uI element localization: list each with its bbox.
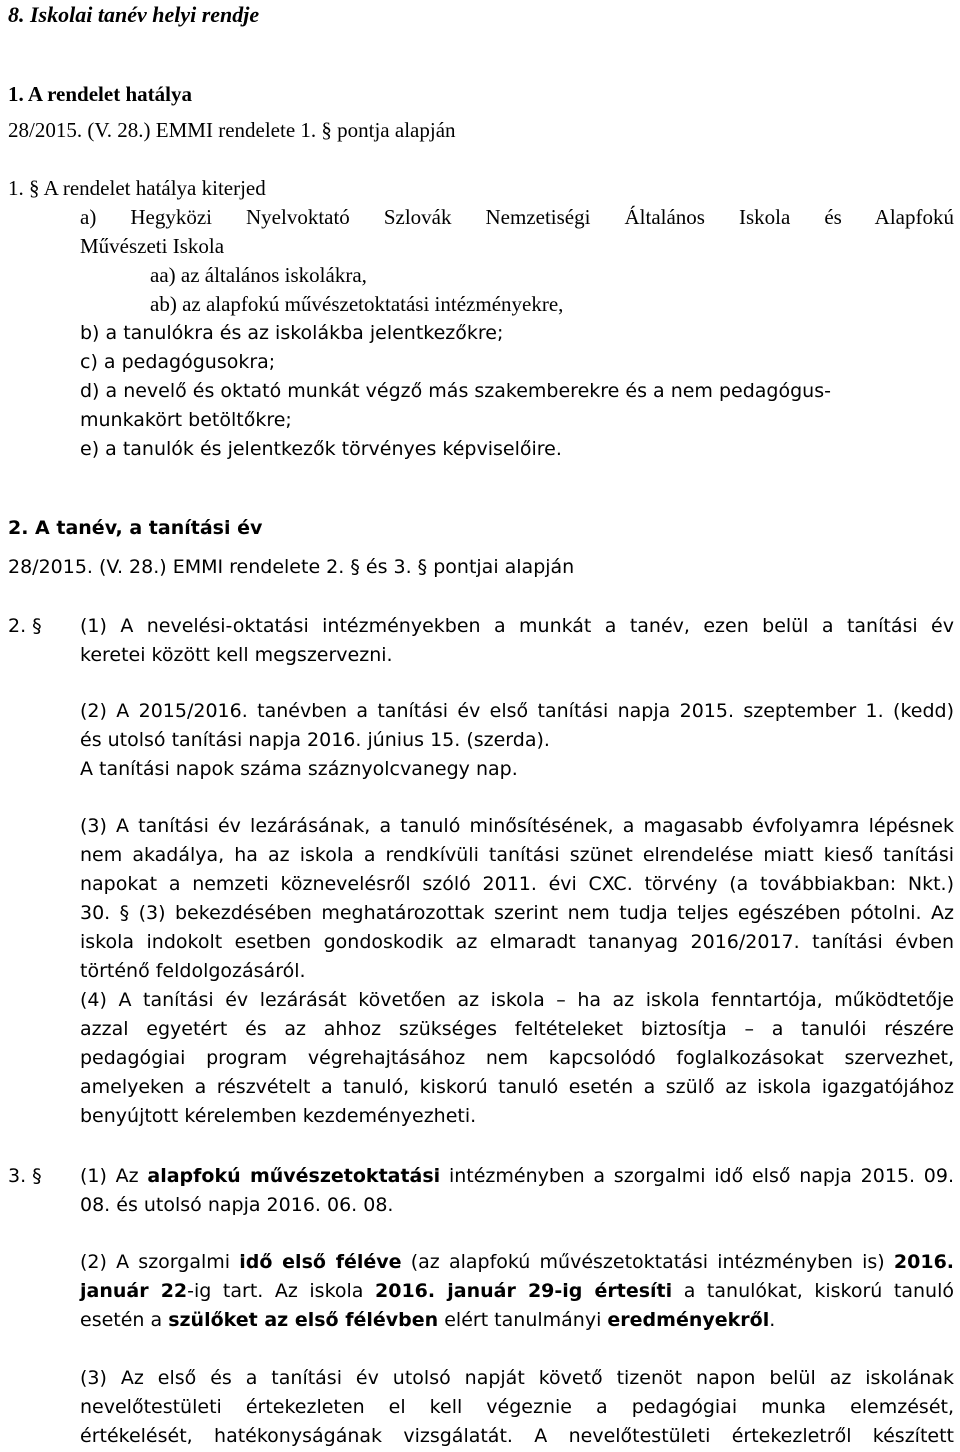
s2-p3-line-6: történő feldolgozásáról. xyxy=(80,960,306,982)
section-2-number: 2. § xyxy=(8,615,42,637)
section-1-paragraph: 1. § A rendelet hatálya kiterjed xyxy=(8,176,266,200)
item-c: c) a pedagógusokra; xyxy=(80,351,276,373)
document-title: 8. Iskolai tanév helyi rendje xyxy=(8,2,260,27)
item-a-line-2: Művészeti Iskola xyxy=(80,234,225,258)
item-b: b) a tanulókra és az iskolákba jelentkezőkre; xyxy=(80,322,504,344)
item-ab: ab) az alapfokú művészetoktatási intézményekre, xyxy=(150,292,564,316)
section-3-number: 3. § xyxy=(8,1165,42,1187)
section-2-source: 28/2015. (V. 28.) EMMI rendelete 2. § és 3. § pontjai alapján xyxy=(8,556,575,578)
s2-p4-line-2: azzal egyetért és az ahhoz szükséges feltételeket biztosítja – a tanulói részére xyxy=(80,1018,954,1040)
s2-p2-line-1: (2) A 2015/2016. tanévben a tanítási év első tanítási napja 2015. szeptember 1. (kedd) xyxy=(80,700,954,722)
s2-p4-line-4: amelyeken a részvételt a tanuló, kiskorú tanuló esetén a szülő az iskola igazgatójához xyxy=(80,1076,954,1098)
s3-p2-line-1: (2) A szorgalmi idő első féléve (az alapfokú művészetoktatási intézményben is) 2016. xyxy=(80,1251,955,1273)
s2-p4-line-3: pedagógiai program végrehajtásához nem kapcsolódó foglalkozásokat szervezhet, xyxy=(80,1047,954,1069)
s2-p3-line-4: 30. § (3) bekezdésében meghatározottak szerint nem tudja teljes egészében pótolni. Az xyxy=(80,902,954,924)
s3-p3-line-1: (3) Az első és a tanítási év utolsó napját követő tizenöt napon belül az iskolának xyxy=(80,1367,954,1389)
s2-p3-line-1: (3) A tanítási év lezárásának, a tanuló minősítésének, a magasabb évfolyamra lépésnek xyxy=(80,815,954,837)
s2-p4-line-1: (4) A tanítási év lezárását követően az iskola – ha az iskola fenntartója, működtetője xyxy=(80,989,954,1011)
item-d-line-1: d) a nevelő és oktató munkát végző más szakemberekre és a nem pedagógus- xyxy=(80,380,831,402)
s2-p2-line-3: A tanítási napok száma száznyolcvanegy nap. xyxy=(80,758,518,780)
s3-p2-line-2: január 22-ig tart. Az iskola 2016. január 29-ig értesíti a tanulókat, kiskorú tanuló xyxy=(80,1280,954,1302)
s2-p1-line-1: (1) A nevelési-oktatási intézményekben a munkát a tanév, ezen belül a tanítási év xyxy=(80,615,954,637)
item-d-line-2: munkakört betöltőkre; xyxy=(80,409,292,431)
item-e: e) a tanulók és jelentkezők törvényes képviselőire. xyxy=(80,438,562,460)
s2-p1-line-2: keretei között kell megszervezni. xyxy=(80,644,393,666)
s2-p3-line-3: napokat a nemzeti köznevelésről szóló 2011. évi CXC. törvény (a továbbiakban: Nkt.) xyxy=(80,873,954,895)
s2-p2-line-2: és utolsó tanítási napja 2016. június 15. (szerda). xyxy=(80,729,550,751)
s2-p3-line-5: iskola indokolt esetben gondoskodik az elmaradt tananyag 2016/2017. tanítási évben xyxy=(80,931,954,953)
section-2-heading: 2. A tanév, a tanítási év xyxy=(8,517,263,539)
s3-p1-line-2: 08. és utolsó napja 2016. 06. 08. xyxy=(80,1194,394,1216)
s3-p3-line-2: nevelőtestületi értekezleten el kell végeznie a pedagógiai munka elemzését, xyxy=(80,1396,954,1418)
s3-p3-line-3: értékelését, hatékonyságának vizsgálatát. A nevelőtestületi értekezletről készített xyxy=(80,1425,954,1447)
s2-p4-line-5: benyújtott kérelemben kezdeményezheti. xyxy=(80,1105,477,1127)
section-1-source: 28/2015. (V. 28.) EMMI rendelete 1. § pontja alapján xyxy=(8,118,456,142)
item-a-line-1: a) Hegyközi Nyelvoktató Szlovák Nemzetiségi Általános Iskola és Alapfokú xyxy=(80,205,954,229)
s2-p3-line-2: nem akadálya, ha az iskola a rendkívüli tanítási szünet elrendelése miatt kieső tanítási xyxy=(80,844,954,866)
s3-p2-line-3: esetén a szülőket az első félévben elért tanulmányi eredményekről. xyxy=(80,1309,776,1331)
item-aa: aa) az általános iskolákra, xyxy=(150,263,367,287)
s3-p1-line-1: (1) Az alapfokú művészetoktatási intézményben a szorgalmi idő első napja 2015. 09. xyxy=(80,1165,954,1187)
section-1-heading: 1. A rendelet hatálya xyxy=(8,82,192,106)
